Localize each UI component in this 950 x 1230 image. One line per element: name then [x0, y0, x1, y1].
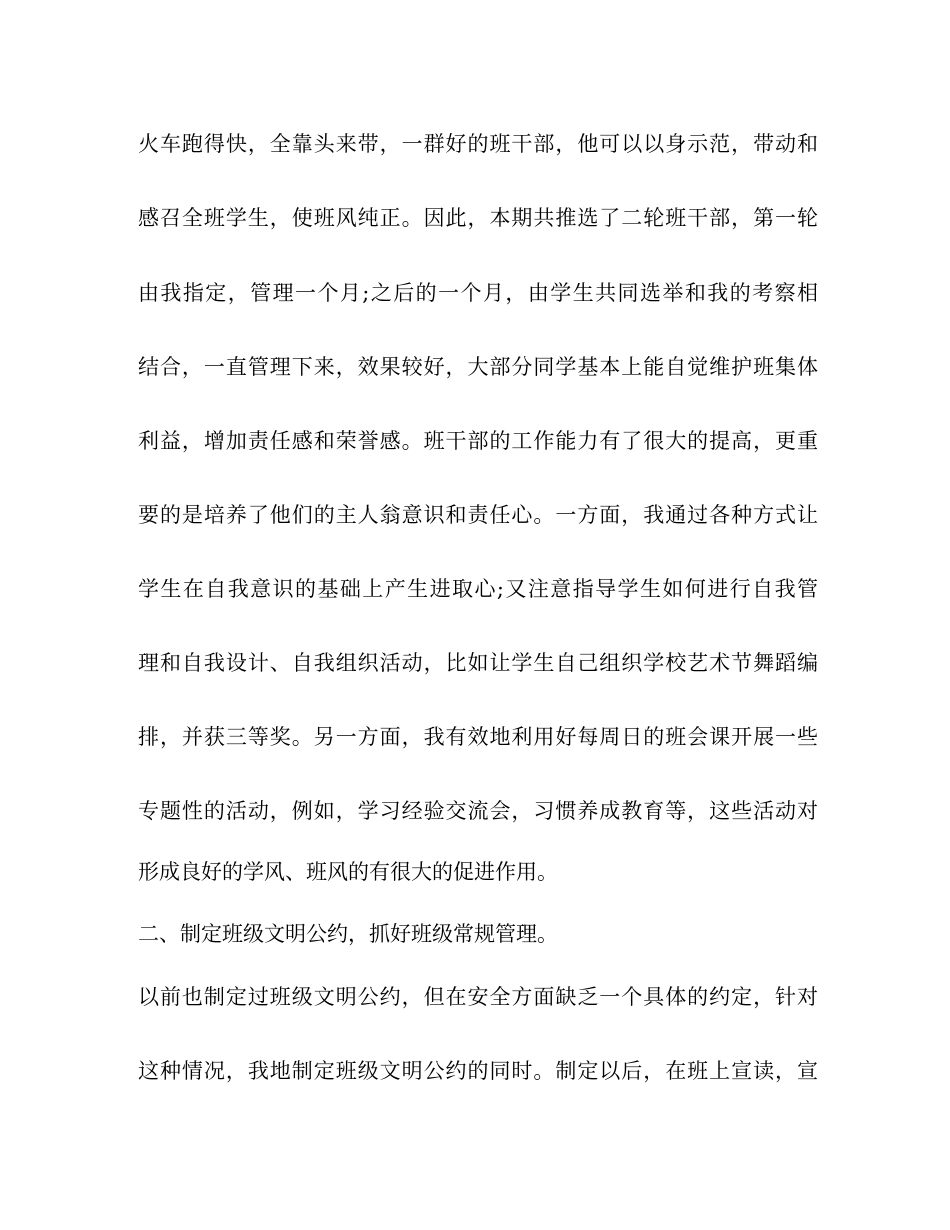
paragraph-line: 利益，增加责任感和荣誉感。班干部的工作能力有了很大的提高，更重: [138, 429, 818, 453]
paragraph-line: 理和自我设计、自我组织活动，比如让学生自己组织学校艺术节舞蹈编: [138, 651, 818, 675]
paragraph-line: 排，并获三等奖。另一方面，我有效地利用好每周日的班会课开展一些: [138, 725, 818, 749]
paragraph-line: 结合，一直管理下来，效果较好，大部分同学基本上能自觉维护班集体: [138, 355, 818, 379]
paragraph-line: 要的是培养了他们的主人翁意识和责任心。一方面，我通过各种方式让: [138, 503, 818, 527]
paragraph-line: 形成良好的学风、班风的有很大的促进作用。: [138, 860, 558, 884]
paragraph-line: 专题性的活动，例如，学习经验交流会，习惯养成教育等，这些活动对: [138, 799, 818, 823]
paragraph-line: 以前也制定过班级文明公约，但在安全方面缺乏一个具体的约定，针对: [138, 985, 818, 1009]
paragraph-line: 感召全班学生，使班风纯正。因此，本期共推选了二轮班干部，第一轮: [138, 206, 818, 230]
paragraph-line: 火车跑得快，全靠头来带，一群好的班干部，他可以以身示范，带动和: [138, 132, 818, 156]
paragraph-line: 这种情况，我地制定班级文明公约的同时。制定以后，在班上宣读，宣: [138, 1059, 818, 1083]
paragraph-line: 由我指定，管理一个月;之后的一个月，由学生共同选举和我的考察相: [138, 281, 818, 305]
paragraph-line: 学生在自我意识的基础上产生进取心;又注意指导学生如何进行自我管: [138, 577, 818, 601]
section-heading: 二、制定班级文明公约，抓好班级常规管理。: [138, 922, 558, 946]
